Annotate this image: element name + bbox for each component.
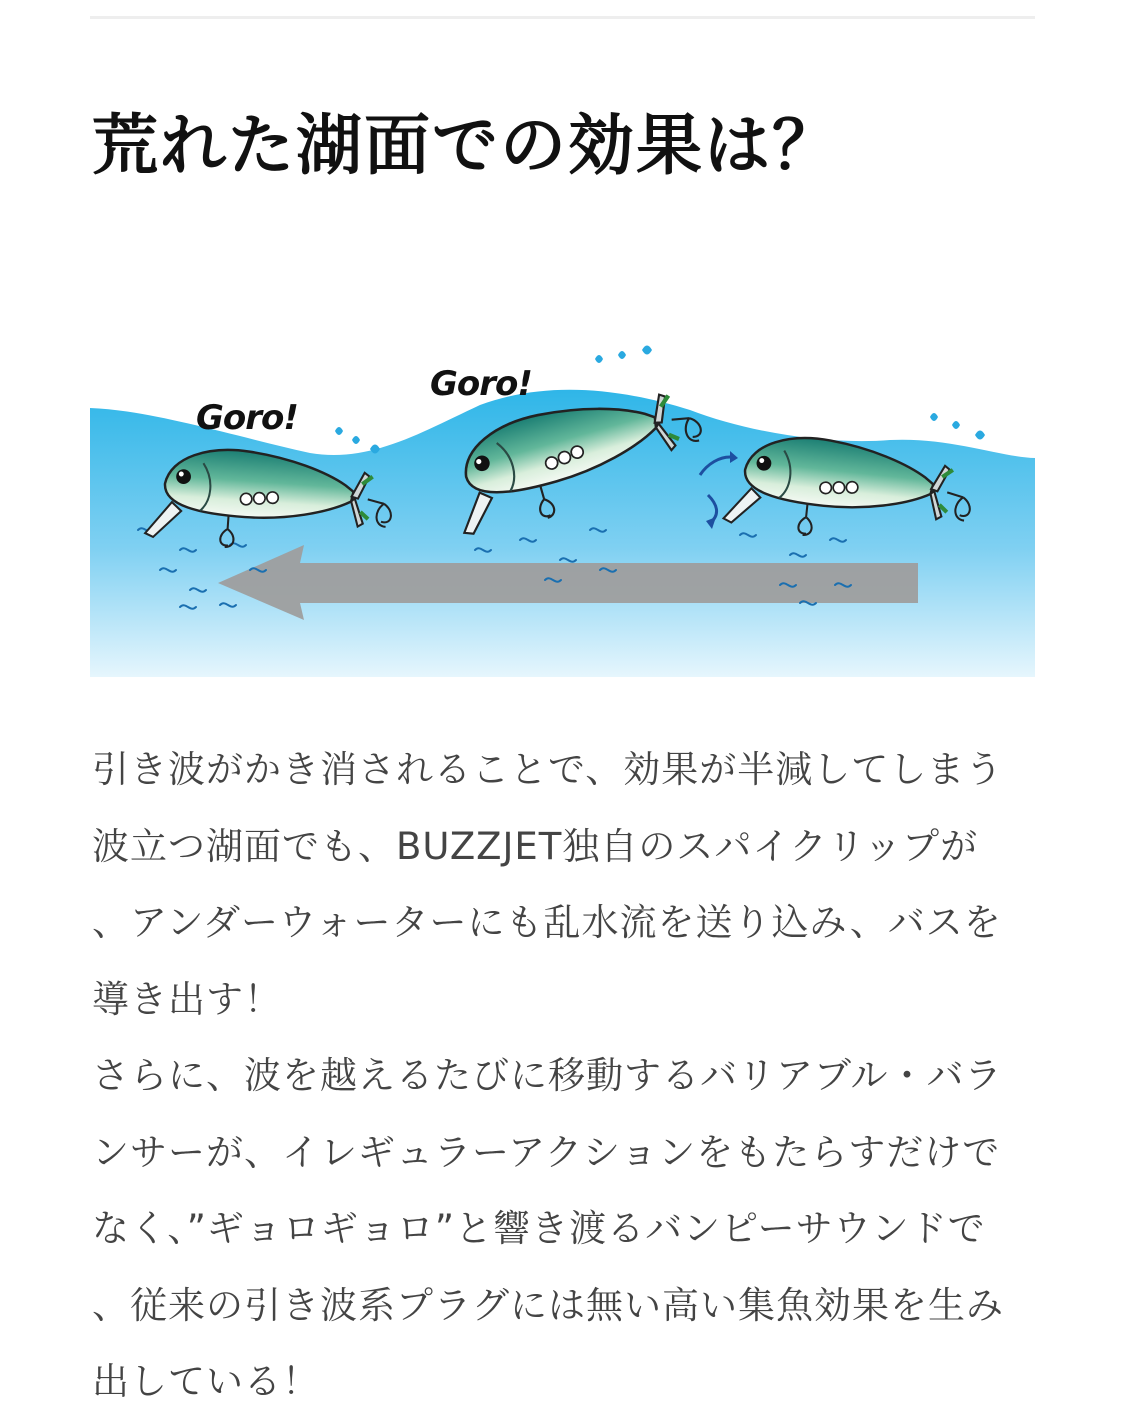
body-paragraph — [92, 732, 1037, 1421]
lure-illustration — [90, 345, 1035, 677]
paragraph-line: 出している！ — [92, 1360, 320, 1403]
paragraph-line: さらに、波を越えるたびに移動するバリアブル・バラ — [92, 1054, 1003, 1097]
sound-label-2: Goro! — [430, 364, 532, 404]
paragraph-line: 導き出す！ — [92, 977, 282, 1021]
paragraph-line: 、従来の引き波系プラグには無い高い集魚効果を生み — [92, 1283, 1004, 1327]
section-title: 荒れた湖面での効果は？ — [92, 107, 840, 184]
paragraph-line: 、アンダーウォーターにも乱水流を送り込み、バスを — [92, 901, 1002, 944]
paragraph-line: 引き波がかき消されることで、効果が半減してしまう — [92, 748, 1004, 791]
top-divider — [90, 16, 1035, 19]
paragraph-line: なく、”ギョロギョロ”と響き渡るバンピーサウンドで — [92, 1207, 986, 1250]
paragraph-line: ンサーが、イレギュラーアクションをもたらすだけで — [92, 1130, 1001, 1174]
sound-label-1: Goro! — [196, 398, 298, 438]
paragraph-line: 波立つ湖面でも、BUZZJET独自のスパイクリップが — [92, 824, 979, 868]
